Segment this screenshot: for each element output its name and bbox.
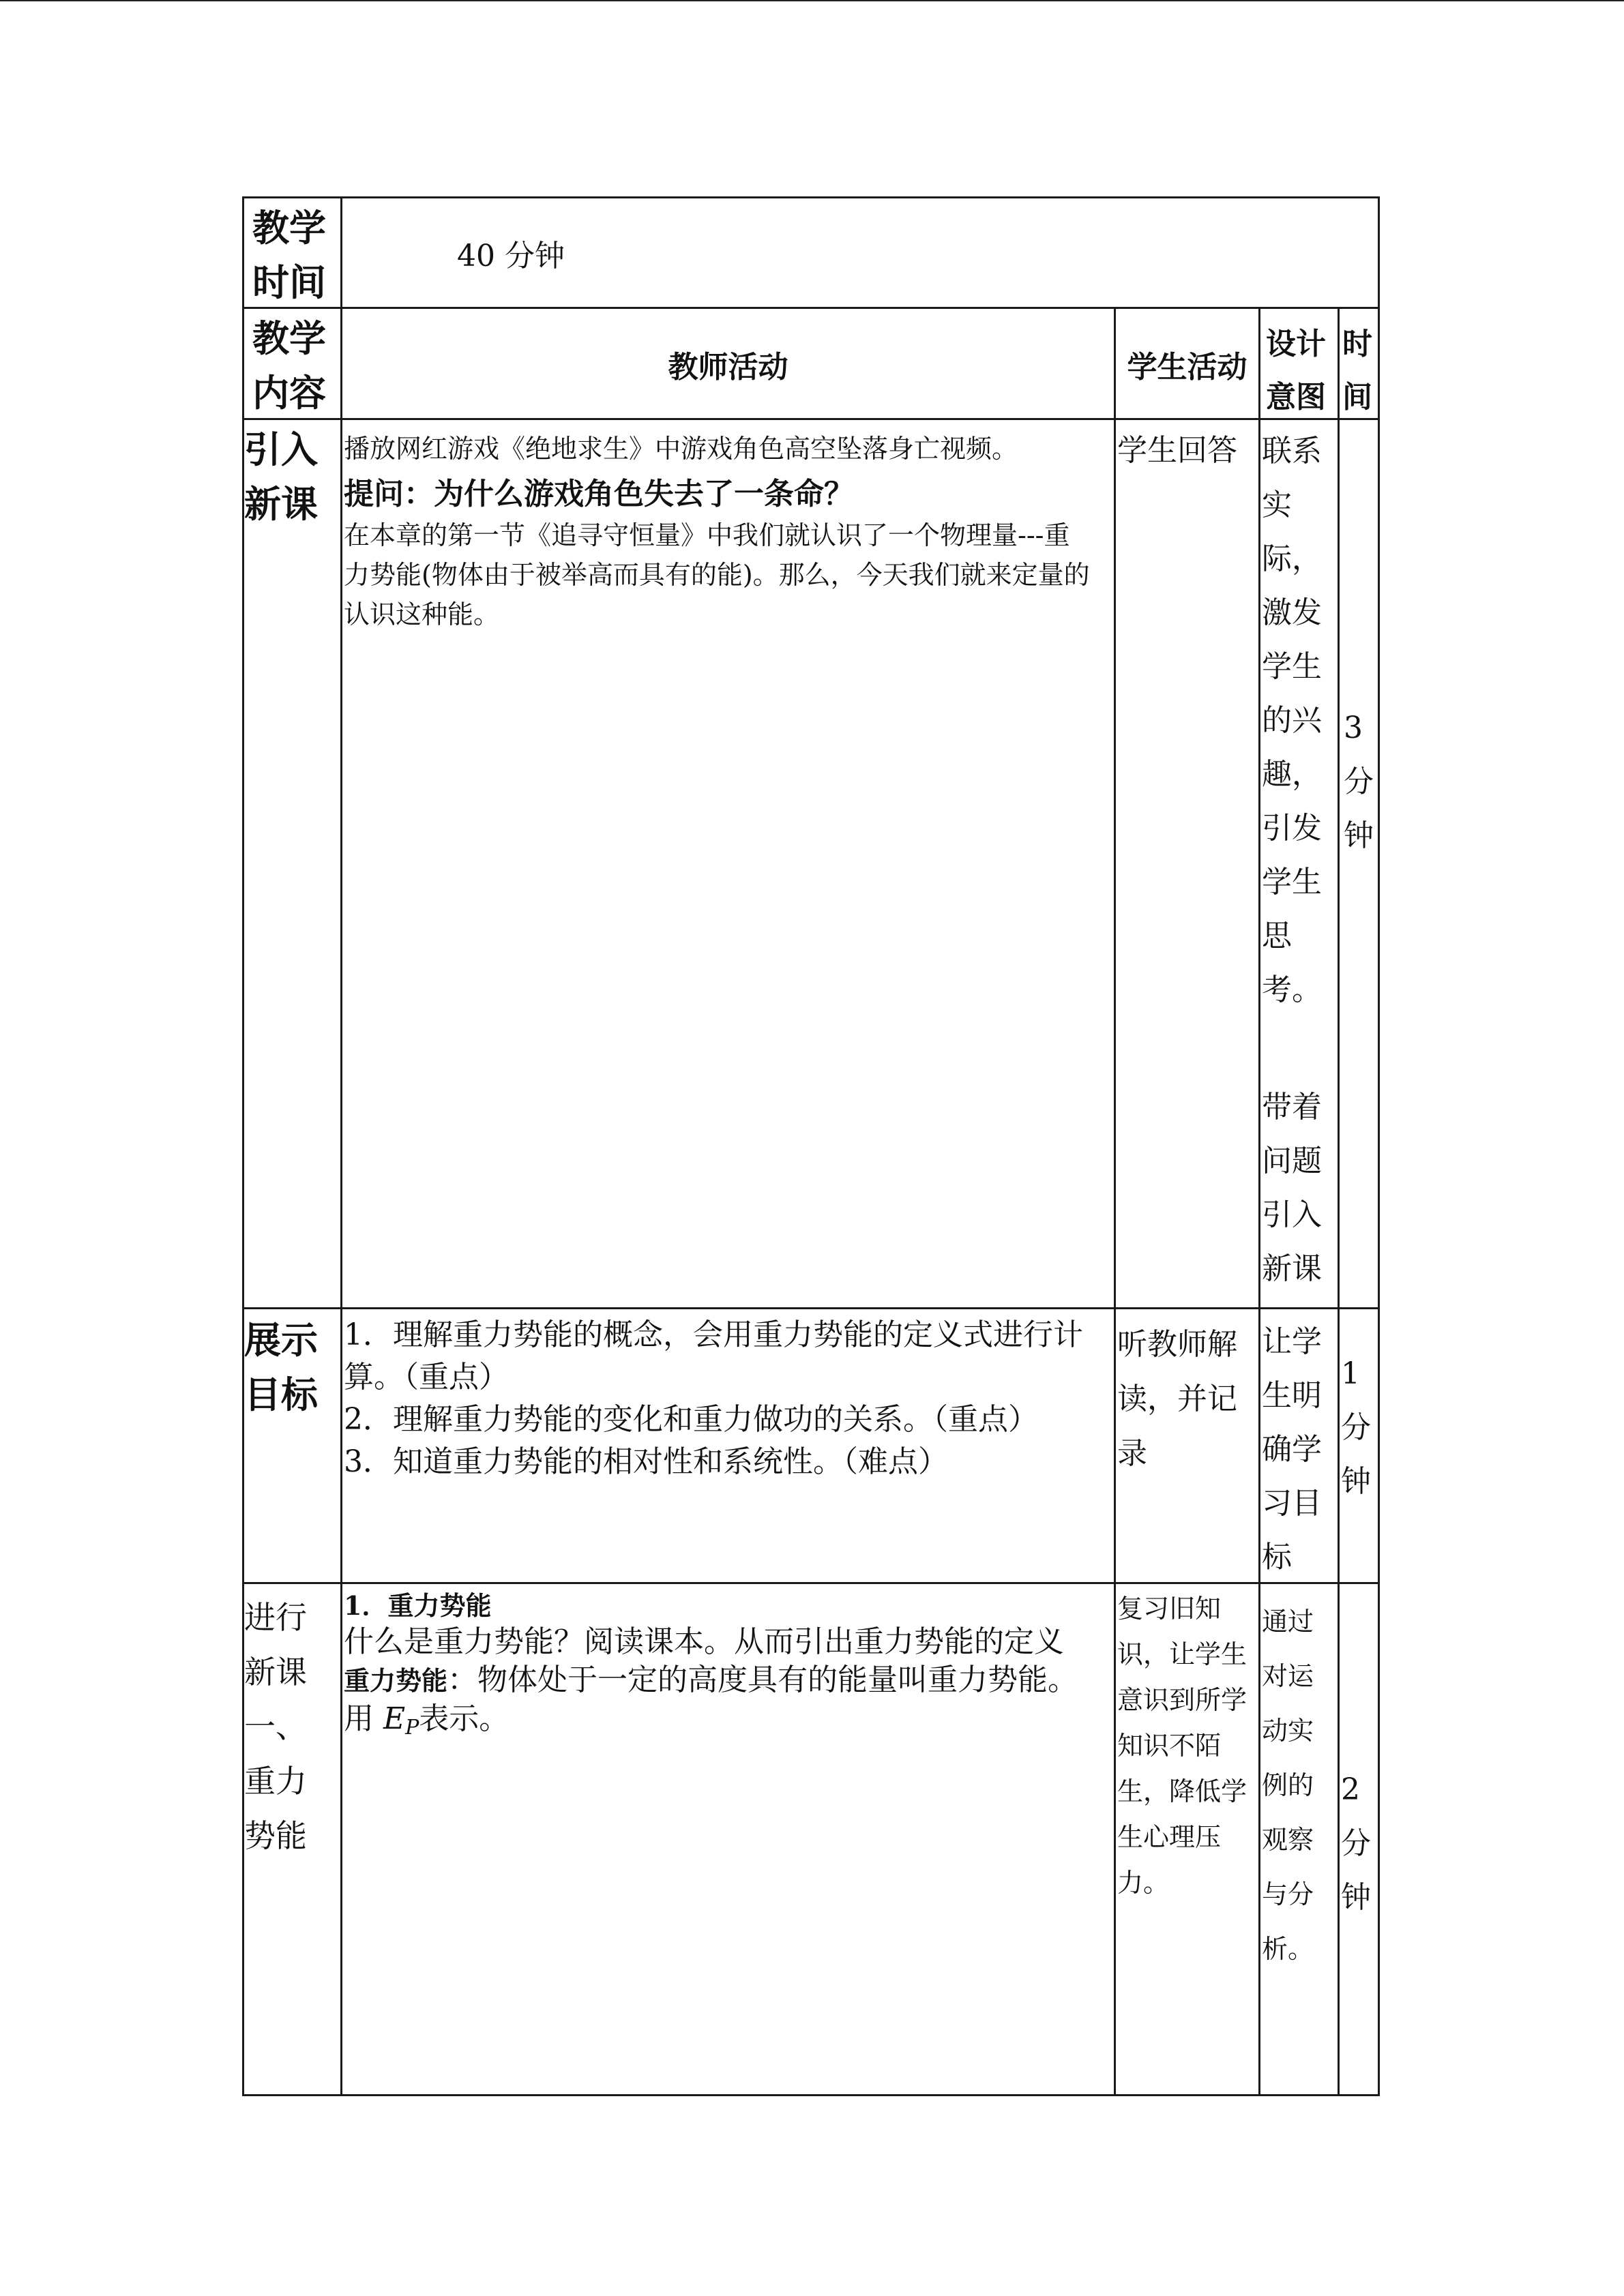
- new-definition: [344, 1661, 1101, 1747]
- intro-question: 提问：为什么游戏角色失去了一条命？: [344, 477, 854, 511]
- intro-video-line: 播放网红游戏《绝地求生》中游戏角色高空坠落身亡视频。: [344, 434, 1018, 464]
- new-content: 进行新课一、重力势能: [244, 1599, 307, 1854]
- header-content: 教学内容: [252, 316, 326, 415]
- intro-student: 学生回答: [1117, 433, 1237, 468]
- table-row-divider: [242, 1582, 1380, 1584]
- table-border-bottom: [242, 2094, 1380, 2096]
- new-student: 复习旧知识，让学生意识到所学知识不陌生，降低学生心理压力。: [1117, 1594, 1247, 1898]
- header-design: 设计意图: [1266, 327, 1326, 415]
- new-time: 2分钟: [1341, 1772, 1371, 1915]
- definition-tail: 表示。: [419, 1701, 510, 1736]
- goal-1: 1．理解重力势能的概念，会用重力势能的定义式进行计算。（重点）: [344, 1317, 1083, 1395]
- intro-design-part1: 联系实际，激发学生的兴趣，引发学生思考。: [1262, 434, 1322, 1007]
- table-row-divider: [242, 1307, 1380, 1309]
- new-teacher: [344, 1589, 1112, 1747]
- intro-time: 3分钟: [1344, 711, 1374, 853]
- intro-paragraph: 在本章的第一节《追寻守恒量》中我们就认识了一个物理量---重力势能(物体由于被举高而具有的能)。那么，今天我们就来定量的认识这种能。: [344, 520, 1090, 629]
- table-row-divider: [242, 307, 1380, 309]
- page-top-border: [0, 0, 1624, 1]
- time-row-label: 教学时间: [252, 206, 326, 304]
- header-student: 学生活动: [1127, 350, 1247, 385]
- symbol-sub: P: [405, 1716, 419, 1740]
- table-border-top: [242, 196, 1380, 198]
- goals-time: 1分钟: [1341, 1356, 1371, 1499]
- goal-2: 2．理解重力势能的变化和重力做功的关系。（重点）: [344, 1402, 1038, 1437]
- goals-design: 让学生明确学习目标: [1262, 1324, 1322, 1575]
- new-heading: 1．重力势能: [344, 1590, 492, 1621]
- goals-teacher: [344, 1314, 1113, 1483]
- table-column-divider: [1258, 307, 1260, 2096]
- definition-text: ：物体处于一定的高度具有的能量叫重力势能。 用: [344, 1663, 1078, 1736]
- definition-label: 重力势能: [344, 1665, 448, 1696]
- header-time: 时间: [1342, 327, 1372, 415]
- goals-student: 听教师解读，并记录: [1117, 1327, 1237, 1471]
- table-border-right: [1378, 196, 1380, 2096]
- intro-teacher: [344, 430, 1112, 634]
- table-column-divider: [1338, 307, 1340, 2096]
- intro-design-part2: 带着问题引入新课: [1262, 1090, 1322, 1286]
- table-column-divider: [1114, 307, 1116, 2096]
- table-row-divider: [242, 418, 1380, 420]
- new-question-line: 什么是重力势能？阅读课本。从而引出重力势能的定义: [344, 1624, 1064, 1659]
- intro-content: 引入新课: [244, 428, 318, 526]
- goal-3: 3．知道重力势能的相对性和系统性。（难点）: [344, 1444, 948, 1479]
- table-column-divider: [340, 196, 342, 2096]
- header-teacher: 教师活动: [668, 350, 788, 385]
- goals-content: 展示目标: [244, 1318, 318, 1416]
- symbol-e: E: [383, 1701, 406, 1736]
- time-row-value: 40 分钟: [457, 239, 565, 273]
- new-design: 通过对运动实例的观察与分析。: [1262, 1607, 1314, 1964]
